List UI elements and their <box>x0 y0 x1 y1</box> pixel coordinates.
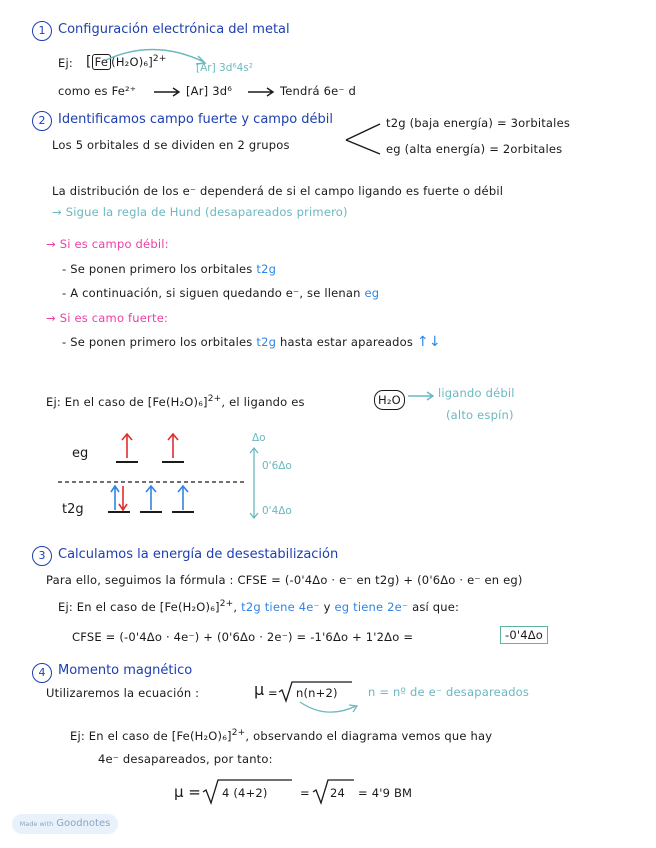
n-definition: n = nº de e⁻ desapareados <box>368 685 530 699</box>
section-1-title: Configuración electrónica del metal <box>58 22 290 37</box>
weak-ligand-example: Ej: En el caso de $[Fe(H_2O)_6]^{2+}$, el ligando es <box>46 394 305 409</box>
up-arrow-icon <box>144 484 158 512</box>
final-result: = 4'9 BM <box>358 786 413 800</box>
delta-o-label: Δo <box>252 432 266 444</box>
section-4-number: 4 <box>32 663 52 683</box>
right-arrow-icon <box>246 86 276 98</box>
fe2-line-start: como es Fe²⁺ <box>58 84 137 98</box>
weak-field-title: → Si es campo débil: <box>46 237 169 251</box>
strong-field-title: → Si es camo fuerte: <box>46 311 169 325</box>
sqrt-content: n(n+2) <box>296 686 338 700</box>
final-sqrt-content: 4 (4+2) <box>222 786 268 800</box>
final-sqrt2-content: 24 <box>330 786 346 800</box>
example-label: Ej: <box>58 56 73 70</box>
distribution-text: La distribución de los e⁻ dependerá de si el campo ligando es fuerte o débil <box>52 184 504 198</box>
upper-split-label: 0'6Δo <box>262 460 292 472</box>
right-arrow-icon <box>406 390 436 402</box>
eg-orbital-2 <box>162 461 184 463</box>
up-arrow-icon <box>166 432 180 460</box>
right-arrow-icon <box>152 86 182 98</box>
magnetic-example-line-2: 4e⁻ desapareados, por tanto: <box>98 752 273 766</box>
fe-config-note: [Ar] 3d⁶4s² <box>196 62 253 74</box>
section-1-number: 1 <box>32 21 52 41</box>
paired-electrons-icon <box>109 484 131 512</box>
section-3-number: 3 <box>32 546 52 566</box>
paired-arrows-icon: ↑↓ <box>416 334 441 350</box>
magnetic-example-line-1: Ej: En el caso de $[Fe(H_2O)_6]^{2+}$, observando el diagrama vemos que hay <box>70 728 493 743</box>
weak-field-rule-1: - Se ponen primero los orbitales t2g <box>62 262 277 276</box>
weak-field-rule-2: - A continuación, si siguen quedando e⁻, se llenan eg <box>62 286 380 300</box>
eg-label: eg <box>72 446 89 461</box>
section-2-number: 2 <box>32 111 52 131</box>
cfse-calculation: CFSE = (-0'4Δo · 4e⁻) + (0'6Δo · 2e⁻) = -1'6Δo + 1'2Δo = <box>72 630 414 644</box>
final-mu: μ = <box>174 783 201 801</box>
cfse-example: Ej: En el caso de $[Fe(H_2O)_6]^{2+}$, t2g tiene 4e⁻ y eg tiene 2e⁻ así que: <box>58 599 460 614</box>
section-2-title: Identificamos campo fuerte y campo débil <box>58 112 334 127</box>
complex-ligand: (H₂O)₆] <box>111 55 153 69</box>
fe-boxed: Fe <box>92 54 111 70</box>
split-lines-icon <box>344 118 388 162</box>
curved-arrow-icon <box>296 698 366 718</box>
complex-formula: [ Fe (H₂O)₆]$^{2+}$ <box>86 54 167 70</box>
h2o-circled: H₂O <box>374 390 405 410</box>
fe2-config: [Ar] 3d⁶ <box>186 84 233 98</box>
t2g-group: t2g (baja energía) = 3orbitales <box>386 116 571 130</box>
up-arrow-icon <box>120 432 134 460</box>
equals-sign: = <box>268 686 278 700</box>
final-equals: = <box>300 786 310 800</box>
orbitals-split-text: Los 5 orbitales d se dividen en 2 grupos <box>52 138 290 152</box>
high-spin-note: (alto espín) <box>446 408 514 422</box>
complex-charge: 2+ <box>152 54 167 65</box>
up-arrow-icon <box>176 484 190 512</box>
section-3-title: Calculamos la energía de desestabilización <box>58 547 339 562</box>
energy-arrow-icon <box>248 446 260 522</box>
cfse-result: -0'4Δo <box>500 626 548 644</box>
lower-split-label: 0'4Δo <box>262 505 292 517</box>
cfse-formula: Para ello, seguimos la fórmula : CFSE = (-0'4Δo · e⁻ en t2g) + (0'6Δo · e⁻ en eg) <box>46 573 523 587</box>
d-electrons: Tendrá 6e⁻ d <box>280 84 356 98</box>
weak-ligand-note: ligando débil <box>438 386 515 400</box>
section-4-title: Momento magnético <box>58 663 193 678</box>
eg-group: eg (alta energía) = 2orbitales <box>386 142 563 156</box>
strong-field-rule: - Se ponen primero los orbitales t2g hasta estar apareados ↑↓ <box>62 334 441 350</box>
eg-orbital-1 <box>116 461 138 463</box>
hund-rule-text: → Sigue la regla de Hund (desapareados primero) <box>52 205 348 219</box>
mu-symbol: μ <box>254 680 265 699</box>
goodnotes-badge[interactable]: Made with Goodnotes <box>12 814 118 834</box>
equation-intro: Utilizaremos la ecuación : <box>46 686 200 700</box>
t2g-label: t2g <box>62 502 84 517</box>
